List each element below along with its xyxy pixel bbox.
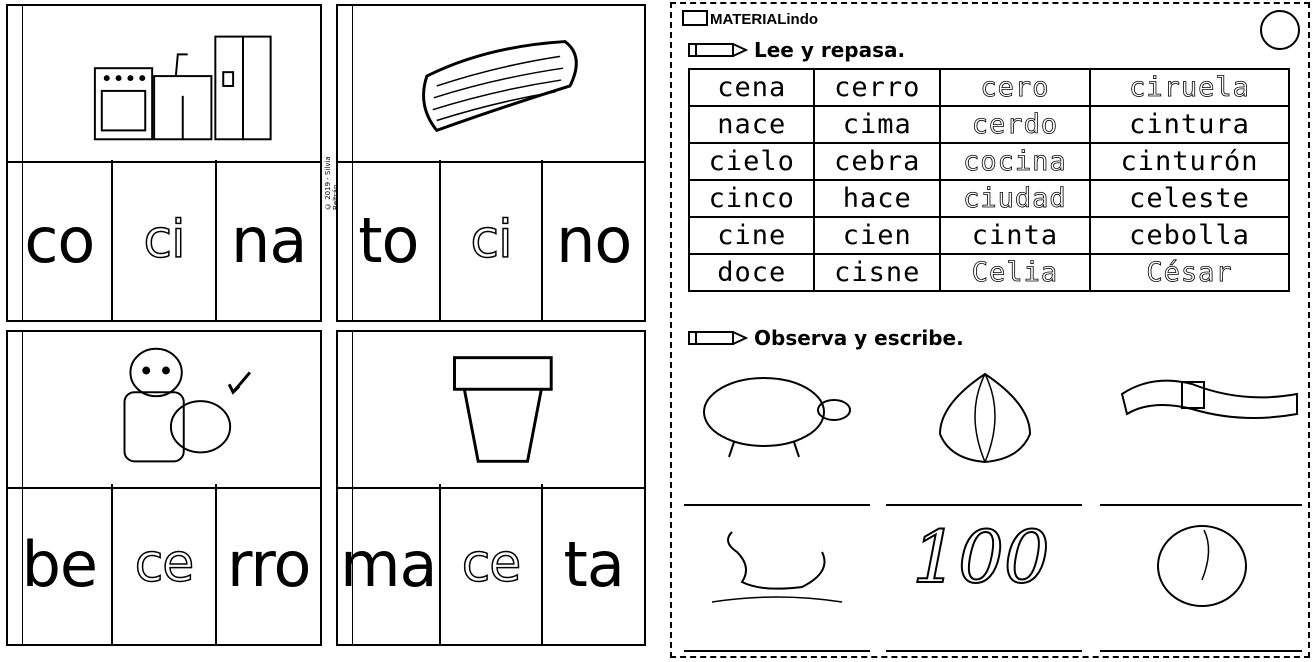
traced-syllable: ci (113, 160, 218, 320)
answer-line (684, 504, 870, 506)
pencil-icon (688, 330, 748, 346)
word-cell: cintura (1090, 106, 1289, 143)
answer-line (886, 650, 1082, 652)
word-cell: cinta (940, 217, 1090, 254)
number-100: 100 (912, 515, 1050, 599)
word-cell: Celia (940, 254, 1090, 291)
word-cell: ciudad (940, 180, 1090, 217)
answer-line (886, 504, 1082, 506)
bacon-picture (338, 6, 644, 163)
plum-icon (1152, 520, 1252, 610)
syllable-row (8, 160, 320, 320)
apple-logo-icon (1260, 10, 1300, 50)
answer-line (684, 650, 870, 652)
syllable: ma (338, 484, 441, 644)
syllable-row (338, 484, 644, 644)
word-cell: cebra (814, 143, 939, 180)
word-row (689, 106, 1289, 143)
cow-and-calf-icon (8, 332, 320, 487)
word-cell: cisne (814, 254, 939, 291)
word-row (689, 69, 1289, 106)
word-cell: cocina (940, 143, 1090, 180)
word-cell: doce (689, 254, 814, 291)
traced-syllable: ci (441, 160, 544, 320)
brand-icon (682, 10, 708, 26)
kitchen-picture (8, 6, 320, 163)
word-row (689, 254, 1289, 291)
word-cell: cielo (689, 143, 814, 180)
syllable: na (231, 203, 307, 277)
word-table (688, 68, 1290, 292)
syllable-row (8, 484, 320, 644)
word-cell: celeste (1090, 180, 1289, 217)
syllable: rro (226, 527, 311, 601)
word-cell: César (1090, 254, 1289, 291)
onion-icon (920, 364, 1050, 474)
brand-name: MATERIALindo (710, 11, 819, 28)
word-row (689, 217, 1289, 254)
syllable: ta (563, 527, 624, 601)
section-title-text: Lee y repasa. (754, 38, 906, 62)
syllable-card-3 (6, 330, 322, 646)
worksheet (670, 2, 1310, 658)
syllable: co (8, 160, 113, 320)
pig-icon (684, 362, 864, 462)
word-cell: cero (940, 69, 1090, 106)
section-title-write (688, 326, 964, 350)
word-cell: cebolla (1090, 217, 1289, 254)
syllable-card-1 (6, 4, 322, 322)
word-cell: nace (689, 106, 814, 143)
bacon-icon (338, 6, 644, 161)
kitchen-appliances-icon (8, 6, 320, 161)
pencil-icon (688, 42, 748, 58)
answer-line (1100, 650, 1302, 652)
cow-picture (8, 332, 320, 489)
swan-icon (702, 512, 852, 612)
word-cell: cine (689, 217, 814, 254)
word-cell: hace (814, 180, 939, 217)
word-cell: cerro (814, 69, 939, 106)
syllable: to (338, 160, 441, 320)
belt-icon (1112, 364, 1302, 454)
flowerpot-icon (338, 332, 644, 487)
word-cell: cerdo (940, 106, 1090, 143)
word-cell: cinco (689, 180, 814, 217)
answer-line (1100, 504, 1302, 506)
word-cell: ciruela (1090, 69, 1289, 106)
syllable-row (338, 160, 644, 320)
brand-logo (682, 10, 818, 28)
traced-syllable: ce (113, 484, 218, 644)
word-cell: cima (814, 106, 939, 143)
syllable-card-2 (336, 4, 646, 322)
traced-syllable: ce (441, 484, 544, 644)
copyright-notice: © 2019 - Silvia Beltrán (324, 156, 340, 210)
word-row (689, 143, 1289, 180)
syllable-card-4 (336, 330, 646, 646)
word-cell: cinturón (1090, 143, 1289, 180)
flowerpot-picture (338, 332, 644, 489)
word-cell: cena (689, 69, 814, 106)
section-title-read (688, 38, 905, 62)
syllable: be (8, 484, 113, 644)
word-cell: cien (814, 217, 939, 254)
word-row (689, 180, 1289, 217)
syllable: no (556, 203, 632, 277)
section-title-text: Observa y escribe. (754, 326, 964, 350)
